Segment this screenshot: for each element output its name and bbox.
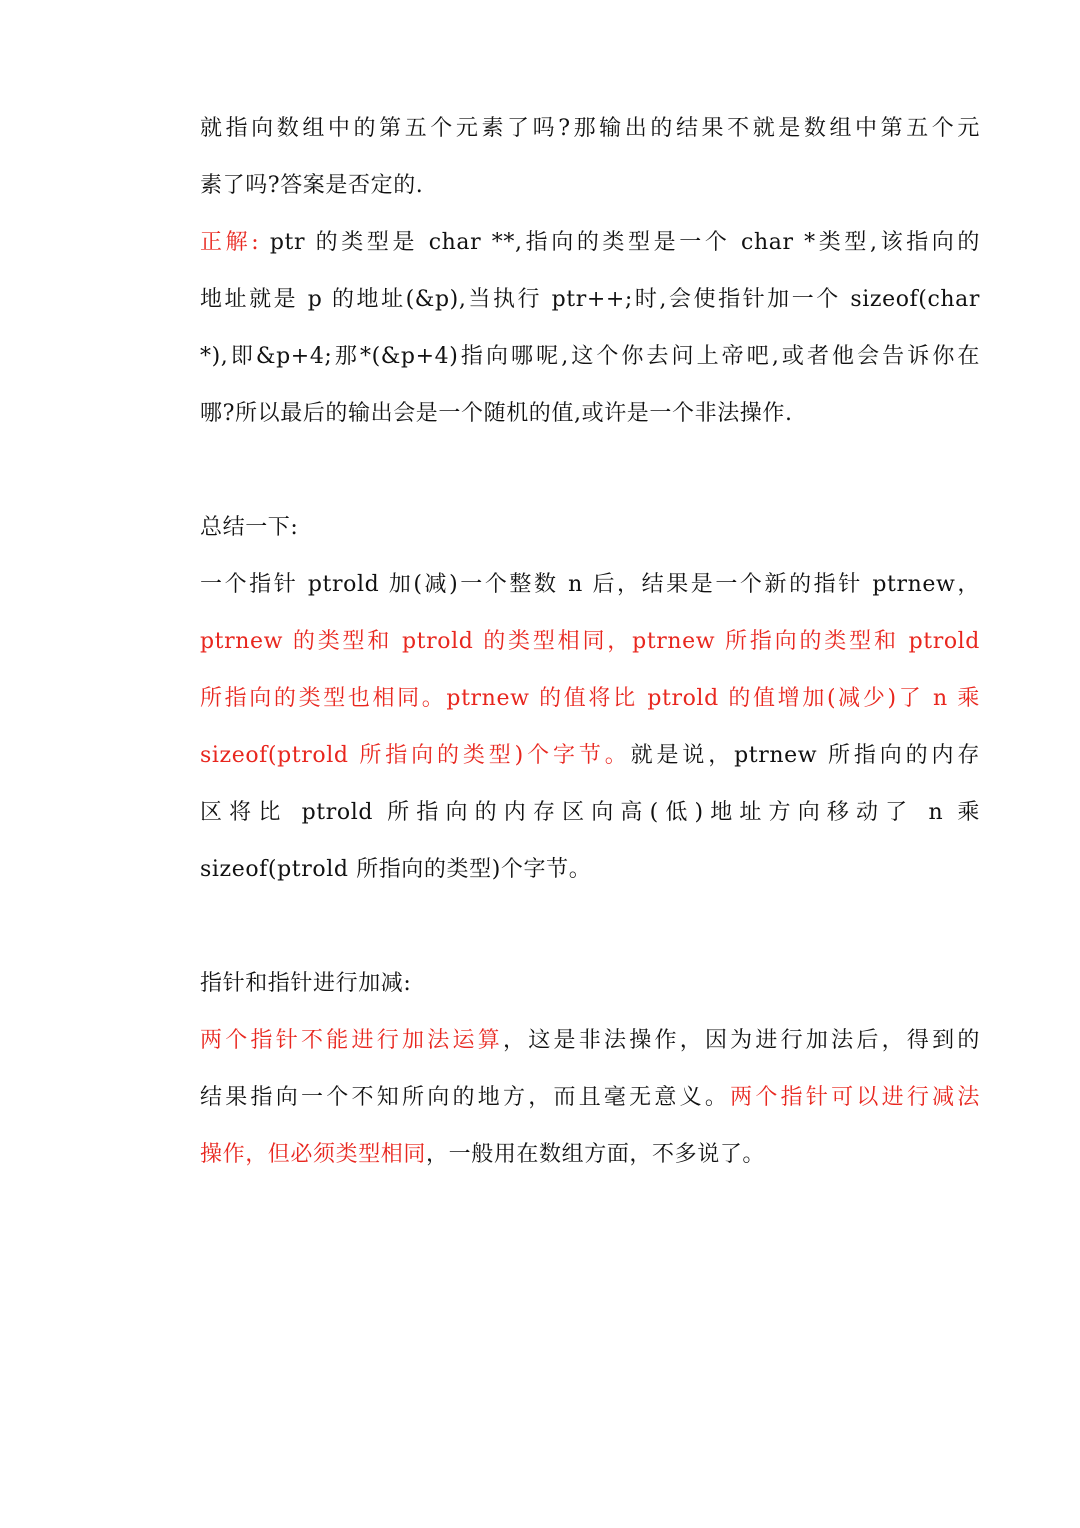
correct-answer-label: 正解: <box>200 230 260 255</box>
text-line <box>200 1126 980 1183</box>
text-line: *),即&p+4;那*(&p+4)指向哪呢,这个你去问上帝吧,或者他会告诉你在 <box>200 344 980 369</box>
text-span: 就是说，ptrnew 所指向的内存 <box>630 743 980 768</box>
section-pointer-arithmetic <box>200 955 980 1183</box>
text-line: 一个指针 ptrold 加(减)一个整数 n 后，结果是一个新的指针 ptrnew， <box>200 572 980 597</box>
highlight-line: 所指向的类型也相同。ptrnew 的值将比 ptrold 的值增加(减少)了 n 乘 <box>200 686 980 711</box>
section-summary <box>200 499 980 898</box>
text-span: ptr 的类型是 char **,指向的类型是一个 char *类型,该指向的 <box>259 230 980 255</box>
highlight-span: 两个指针可以进行减法 <box>730 1085 980 1110</box>
highlight-span: 操作，但必须类型相同 <box>200 1142 427 1167</box>
text-line <box>200 1069 980 1126</box>
text-line: 地址就是 p 的地址(&p),当执行 ptr++;时,会使指针加一个 sizeof(char <box>200 287 980 312</box>
text-line: 哪?所以最后的输出会是一个随机的值,或许是一个非法操作. <box>200 401 793 426</box>
text-span: 结果指向一个不知所向的地方，而且毫无意义。 <box>200 1085 731 1110</box>
text-span: ，一般用在数组方面，不多说了。 <box>426 1142 766 1167</box>
highlight-line: ptrnew 的类型和 ptrold 的类型相同，ptrnew 所指向的类型和 ptrold <box>200 629 980 654</box>
section-heading: 指针和指针进行加减: <box>200 971 412 996</box>
text-line <box>200 1012 980 1069</box>
paragraph-correct-answer <box>200 214 980 442</box>
section-heading: 总结一下: <box>200 515 299 540</box>
text-span: ，这是非法操作，因为进行加法后，得到的 <box>502 1028 981 1053</box>
highlight-span: sizeof(ptrold 所指向的类型)个字节。 <box>200 743 631 768</box>
text-line <box>200 727 980 784</box>
document-page <box>200 100 980 1183</box>
text-line: 素了吗?答案是否定的. <box>200 173 424 198</box>
paragraph-spacer <box>200 898 980 955</box>
paragraph-array-element-question <box>200 100 980 214</box>
highlight-span: 两个指针不能进行加法运算 <box>200 1028 503 1053</box>
text-line: 就指向数组中的第五个元素了吗?那输出的结果不就是数组中第五个元 <box>200 116 980 141</box>
text-line: 区将比 ptrold 所指向的内存区向高(低)地址方向移动了 n 乘 <box>200 800 980 825</box>
text-line: sizeof(ptrold 所指向的类型)个字节。 <box>200 857 592 882</box>
text-line <box>200 214 980 271</box>
paragraph-spacer <box>200 442 980 499</box>
